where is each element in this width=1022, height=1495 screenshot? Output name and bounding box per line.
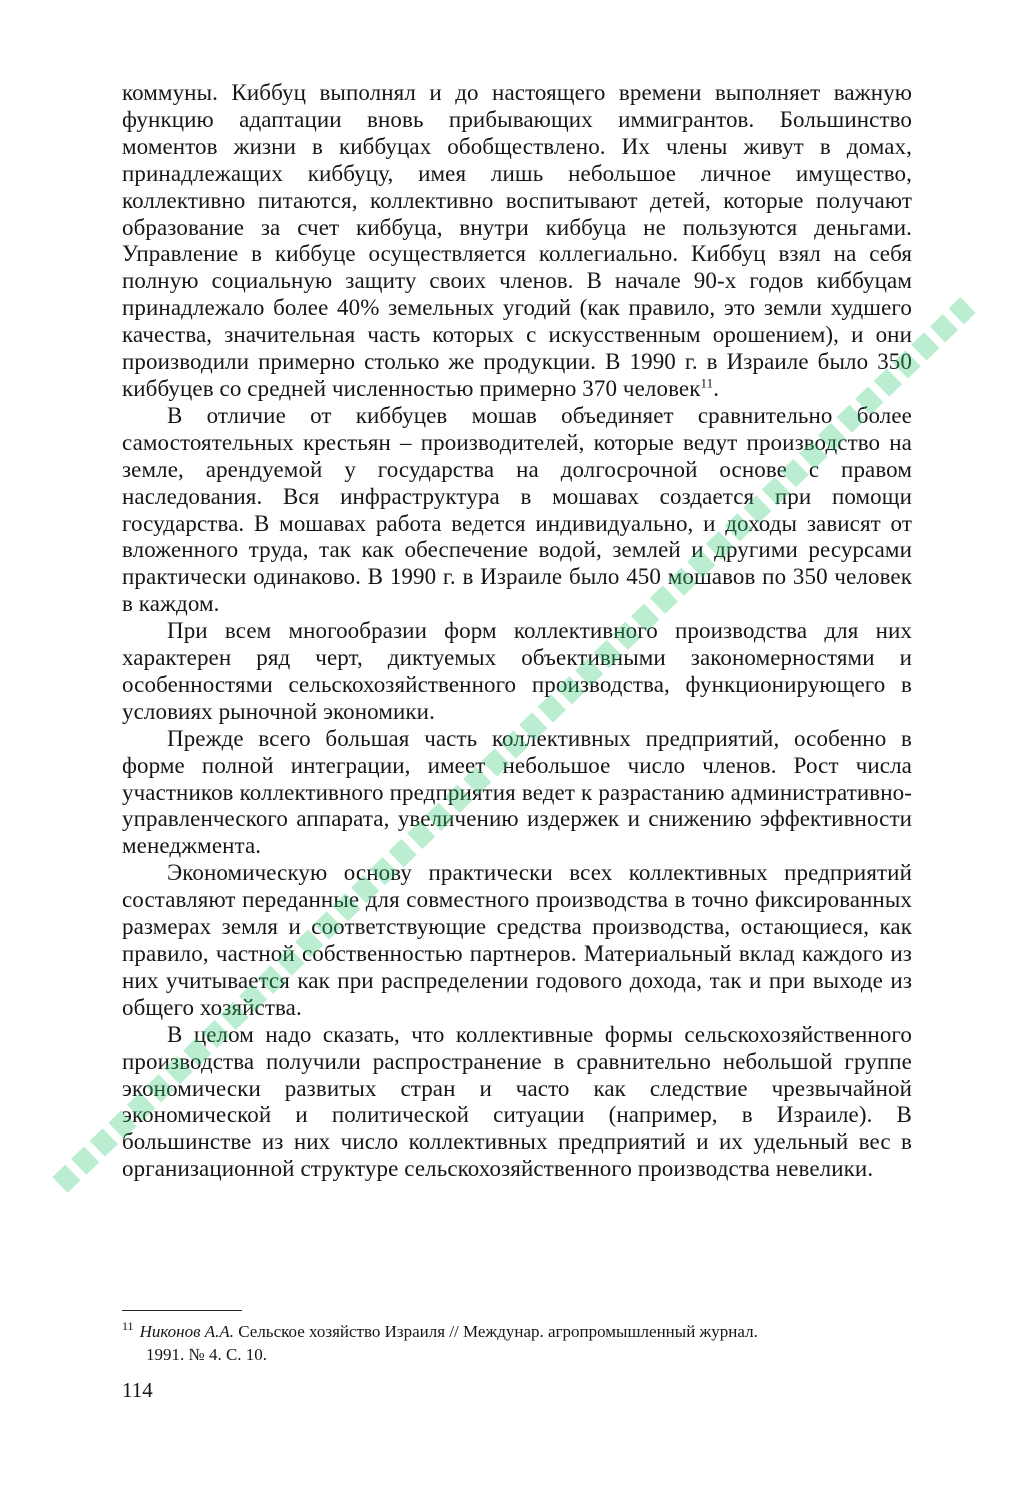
footnote-author: Никонов А.А. [139, 1322, 234, 1341]
paragraph-6: В целом надо сказать, что коллективные формы сельскохозяйственного производства получили распространение в сравнительно небольшой группе экономически развитых стран и часто как следствие чрезвычайной экономической и политической ситуации (например, в Израиле). В большинстве из них число коллективных предприятий и их удельный вес в организационной структуре сельскохозяйственного производства невелики. [122, 1021, 912, 1182]
paragraph-1 [122, 80, 912, 403]
body-text [122, 80, 912, 1183]
page-number: 114 [122, 1378, 153, 1402]
paragraph-3: При всем многообразии форм коллективного производства для них характерен ряд черт, диктуемых объективными закономерностями и особенностями сельскохозяйственного производства, функционирующего в условиях рыночной экономики. [122, 618, 912, 724]
paragraph-1-end: . [713, 375, 720, 401]
footnote-text: Сельское хозяйство Израиля // Междунар. агропромышленный журнал. [238, 1322, 758, 1341]
footnote-mark: 11 [122, 1319, 134, 1334]
footnote-citation: 1991. № 4. С. 10. [146, 1345, 268, 1364]
footnote-reference[interactable]: 11 [700, 375, 714, 391]
paragraph-5: Экономическую основу практически всех коллективных предприятий составляют переданные для совместного производства в точно фиксированных размерах земля и соответствующие средства производства, остающиеся, как правило, частной собственностью партнеров. Материальный вклад каждого из них учитывается как при распределении годового дохода, так и при выходе из общего хозяйства. [122, 860, 912, 1020]
paragraph-1-text: коммуны. Киббуц выполнял и до настоящего времени выполняет важную функцию адаптации вновь прибывающих иммигрантов. Большинство моментов жизни в киббуцах обобществлено. Их члены живут в домах, принадлежащих киббуцу, имея лишь небольшое личное имущество, коллективно питаются, коллективно воспитывают детей, которые получают образование за счет киббуца, внутри киббуца не пользуются деньгами. Управление в киббуце осуществляется коллегиально. Киббуц взял на себя полную социальную защиту своих членов. В начале 90-х годов киббуцам принадлежало более 40% земельных угодий (как правило, это земли худшего качества, значительная часть которых с искусственным орошением), и они производили примерно столько же продукции. В 1990 г. в Израиле было 350 киббуцев со средней численностью примерно 370 человек [122, 80, 912, 401]
paragraph-4: Прежде всего большая часть коллективных предприятий, особенно в форме полной интеграции, имеет небольшое число членов. Рост числа участников коллективного предприятия ведет к разрастанию административно-управленческого аппарата, увеличению издержек и снижению эффективности менеджмента. [122, 725, 912, 859]
footnote-divider [122, 1310, 242, 1311]
footnote [122, 1320, 917, 1366]
paragraph-2: В отличие от киббуцев мошав объединяет сравнительно более самостоятельных крестьян – производителей, которые ведут производство на земле, арендуемой у государства на долгосрочной основе с правом наследования. Вся инфраструктура в мошавах создается при помощи государства. В мошавах работа ведется индивидуально, и доходы зависят от вложенного труда, так как обеспечение водой, землей и другими ресурсами практически одинаково. В 1990 г. в Израиле было 450 мошавов по 350 человек в каждом. [122, 402, 912, 617]
